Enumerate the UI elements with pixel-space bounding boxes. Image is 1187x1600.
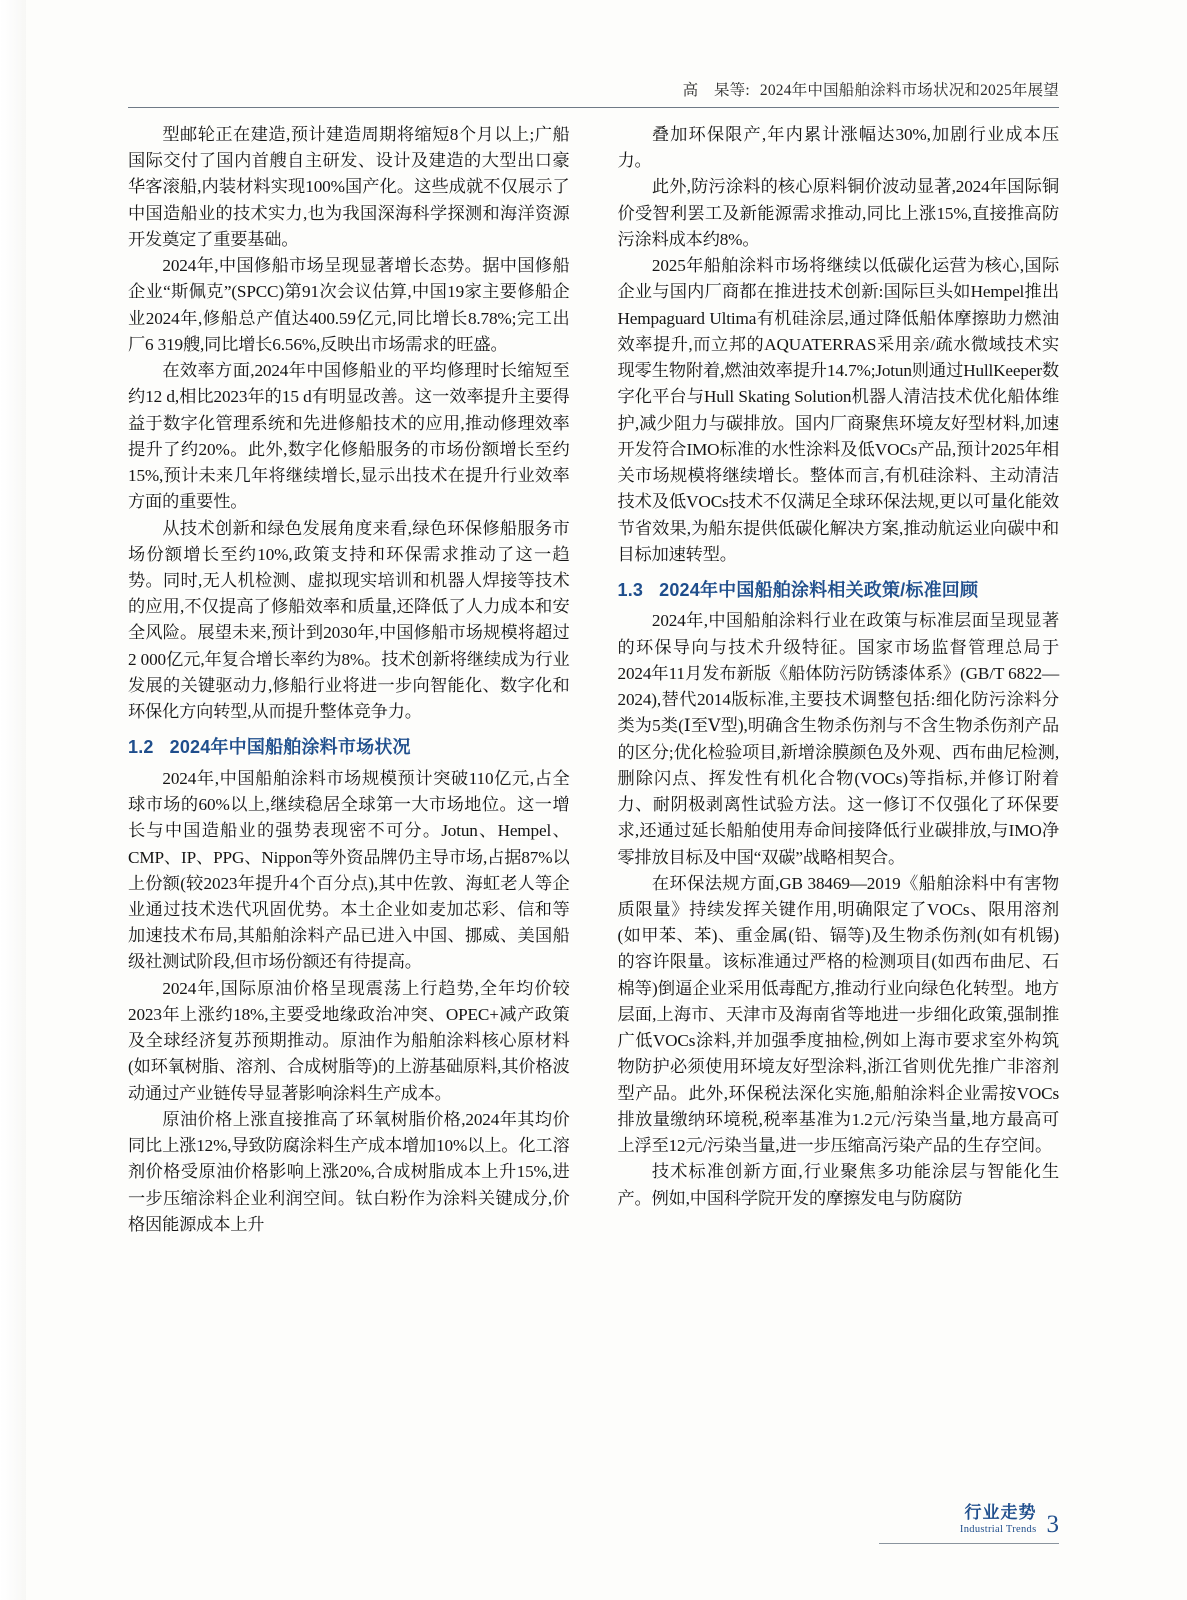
- right-column: [618, 122, 1060, 1462]
- paragraph: 2024年,中国修船市场呈现显著增长态势。据中国修船企业“斯佩克”(SPCC)第91次会议估算,中国19家主要修船企业2024年,修船总产值达400.59亿元,同比增长8.78%;完工出厂6 319艘,同比增长6.56%,反映出市场需求的旺盛。: [128, 256, 570, 354]
- footer-section-label: [960, 1503, 1037, 1538]
- running-head-rule: [128, 107, 1059, 108]
- section-number: 1.2: [128, 737, 154, 758]
- paragraph: 在环保法规方面,GB 38469—2019《船舶涂料中有害物质限量》持续发挥关键作用,明确限定了VOCs、限用溶剂(如甲苯、苯)、重金属(铅、镉等)及生物杀伤剂(如有机锡)的容许限量。该标准通过严格的检测项目(如西布曲尼、石棉等)倒逼企业采用低毒配方,推动行业向绿色化转型。地方层面,上海市、天津市及海南省等地进一步细化政策,强制推广低VOCs涂料,并加强季度抽检,例如上海市要求室外构筑物防护必须使用环境友好型涂料,浙江省则优先推广非溶剂型产品。此外,环保税法深化实施,船舶涂料企业需按VOCs排放量缴纳环境税,税率基准为1.2元/污染当量,地方最高可上浮至12元/污染当量,进一步压缩高污染产品的生存空间。: [617, 873, 1059, 1156]
- paragraph: 技术标准创新方面,行业聚焦多功能涂层与智能化生产。例如,中国科学院开发的摩擦发电与防腐防: [617, 1162, 1059, 1208]
- paragraph: 原油价格上涨直接推高了环氧树脂价格,2024年其均价同比上涨12%,导致防腐涂料生产成本增加10%以上。化工溶剂价格受原油价格影响上涨20%,合成树脂成本上升15%,进一步压缩涂料企业利润空间。钛白粉作为涂料关键成分,价格因能源成本上升: [128, 1109, 570, 1234]
- section-title: 2024年中国船舶涂料市场状况: [169, 737, 411, 758]
- section-number: 1.3: [617, 579, 644, 600]
- page-number: 3: [1046, 1511, 1059, 1538]
- footer-label-cn: 行业走势: [964, 1503, 1037, 1523]
- paragraph: 2025年船舶涂料市场将继续以低碳化运营为核心,国际企业与国内厂商都在推进技术创新:国际巨头如Hempel推出Hempaguard Ultima有机硅涂层,通过降低船体摩擦助力燃油效率提升,而立邦的AQUATERRAS采用亲/疏水微域技术实现零生物附着,燃油效率提升14.7%;Jotun则通过HullKeeper数字化平台与Hull Skating Solution机器人清洁技术优化船体维护,减少阻力与碳排放。国内厂商聚焦环境友好型材料,加速开发符合IMO标准的水性涂料及低VOCs产品,预计2025年相关市场规模将继续增长。整体而言,有机硅涂料、主动清洁技术及低VOCs技术不仅满足全球环保法规,更以可量化能效节省效果,为船东提供低碳化解决方案,推动航运业向碳中和目标加速转型。: [617, 256, 1059, 564]
- paragraph: 此外,防污涂料的核心原料铜价波动显著,2024年国际铜价受智利罢工及新能源需求推动,同比上涨15%,直接推高防污涂料成本约8%。: [617, 177, 1059, 249]
- running-head-title: 2024年中国船舶涂料市场状况和2025年展望: [759, 82, 1059, 99]
- paragraph: 叠加环保限产,年内累计涨幅达30%,加剧行业成本压力。: [617, 125, 1059, 171]
- page-edge-shadow: [0, 0, 26, 1600]
- left-column: [128, 122, 570, 1462]
- paragraph: 从技术创新和绿色发展角度来看,绿色环保修船服务市场份额增长至约10%,政策支持和环保需求推动了这一趋势。同时,无人机检测、虚拟现实培训和机器人焊接等技术的应用,不仅提高了修船效率和质量,还降低了人力成本和安全风险。展望未来,预计到2030年,中国修船市场规模将超过2 000亿元,年复合增长率约为8%。技术创新将继续成为行业发展的关键驱动力,修船行业将进一步向智能化、数字化和环保化方向转型,从而提升整体竞争力。: [128, 518, 570, 722]
- paragraph: 2024年,中国船舶涂料行业在政策与标准层面呈现显著的环保导向与技术升级特征。国家市场监督管理总局于2024年11月发布新版《船体防污防锈漆体系》(GB/T 6822—2024),替代2014版标准,主要技术调整包括:细化防污涂料分类为5类(Ⅰ至Ⅴ型),明确含生物杀伤剂与不含生物杀伤剂产品的区分;优化检验项目,新增涂膜颜色及外观、西布曲尼检测,删除闪点、挥发性有机化合物(VOCs)等指标,并修订附着力、耐阴极剥离性试验方法。这一修订不仅强化了环保要求,还通过延长船舶使用寿命间接降低行业碳排放,与IMO净零排放目标及中国“双碳”战略相契合。: [617, 611, 1059, 867]
- paragraph: 2024年,中国船舶涂料市场规模预计突破110亿元,占全球市场的60%以上,继续稳居全球第一大市场地位。这一增长与中国造船业的强势表现密不可分。Jotun、Hempel、CMP、IP、PPG、Nippon等外资品牌仍主导市场,占据87%以上份额(较2023年提升4个百分点),其中佐敦、海虹老人等企业通过技术迭代巩固优势。本土企业如麦加芯彩、信和等加速技术布局,其船舶涂料产品已进入中国、挪威、美国船级社测试阶段,但市场份额还有待提高。: [128, 768, 570, 972]
- paragraph: 2024年,国际原油价格呈现震荡上行趋势,全年均价较2023年上涨约18%,主要受地缘政治冲突、OPEC+减产政策及全球经济复苏预期推动。原油作为船舶涂料核心原材料(如环氧树脂、溶剂、合成树脂等)的上游基础原料,其价格波动通过产业链传导显著影响涂料生产成本。: [128, 978, 570, 1103]
- paragraph: 型邮轮正在建造,预计建造周期将缩短8个月以上;广船国际交付了国内首艘自主研发、设计及建造的大型出口豪华客滚船,内装材料实现100%国产化。这些成就不仅展示了中国造船业的技术实力,也为我国深海科学探测和海洋资源开发奠定了重要基础。: [128, 125, 570, 249]
- section-heading-1-2: [128, 734, 570, 761]
- footer-label-en: Industrial Trends: [959, 1524, 1037, 1536]
- running-head-author: 高 杲等:: [682, 82, 750, 99]
- footer-rule: [879, 1543, 1059, 1544]
- paragraph: 在效率方面,2024年中国修船业的平均修理时长缩短至约12 d,相比2023年的15 d有明显改善。这一效率提升主要得益于数字化管理系统和先进修船技术的应用,推动修理效率提升了约20%。此外,数字化修船服务的市场份额增长至约15%,预计未来几年将继续增长,显示出技术在提升行业效率方面的重要性。: [128, 361, 570, 512]
- section-title: 2024年中国船舶涂料相关政策/标准回顾: [659, 579, 979, 600]
- section-heading-1-3: [618, 577, 1060, 604]
- page-footer: [960, 1503, 1059, 1538]
- two-column-body: [128, 122, 1059, 1462]
- running-head: [683, 78, 1059, 100]
